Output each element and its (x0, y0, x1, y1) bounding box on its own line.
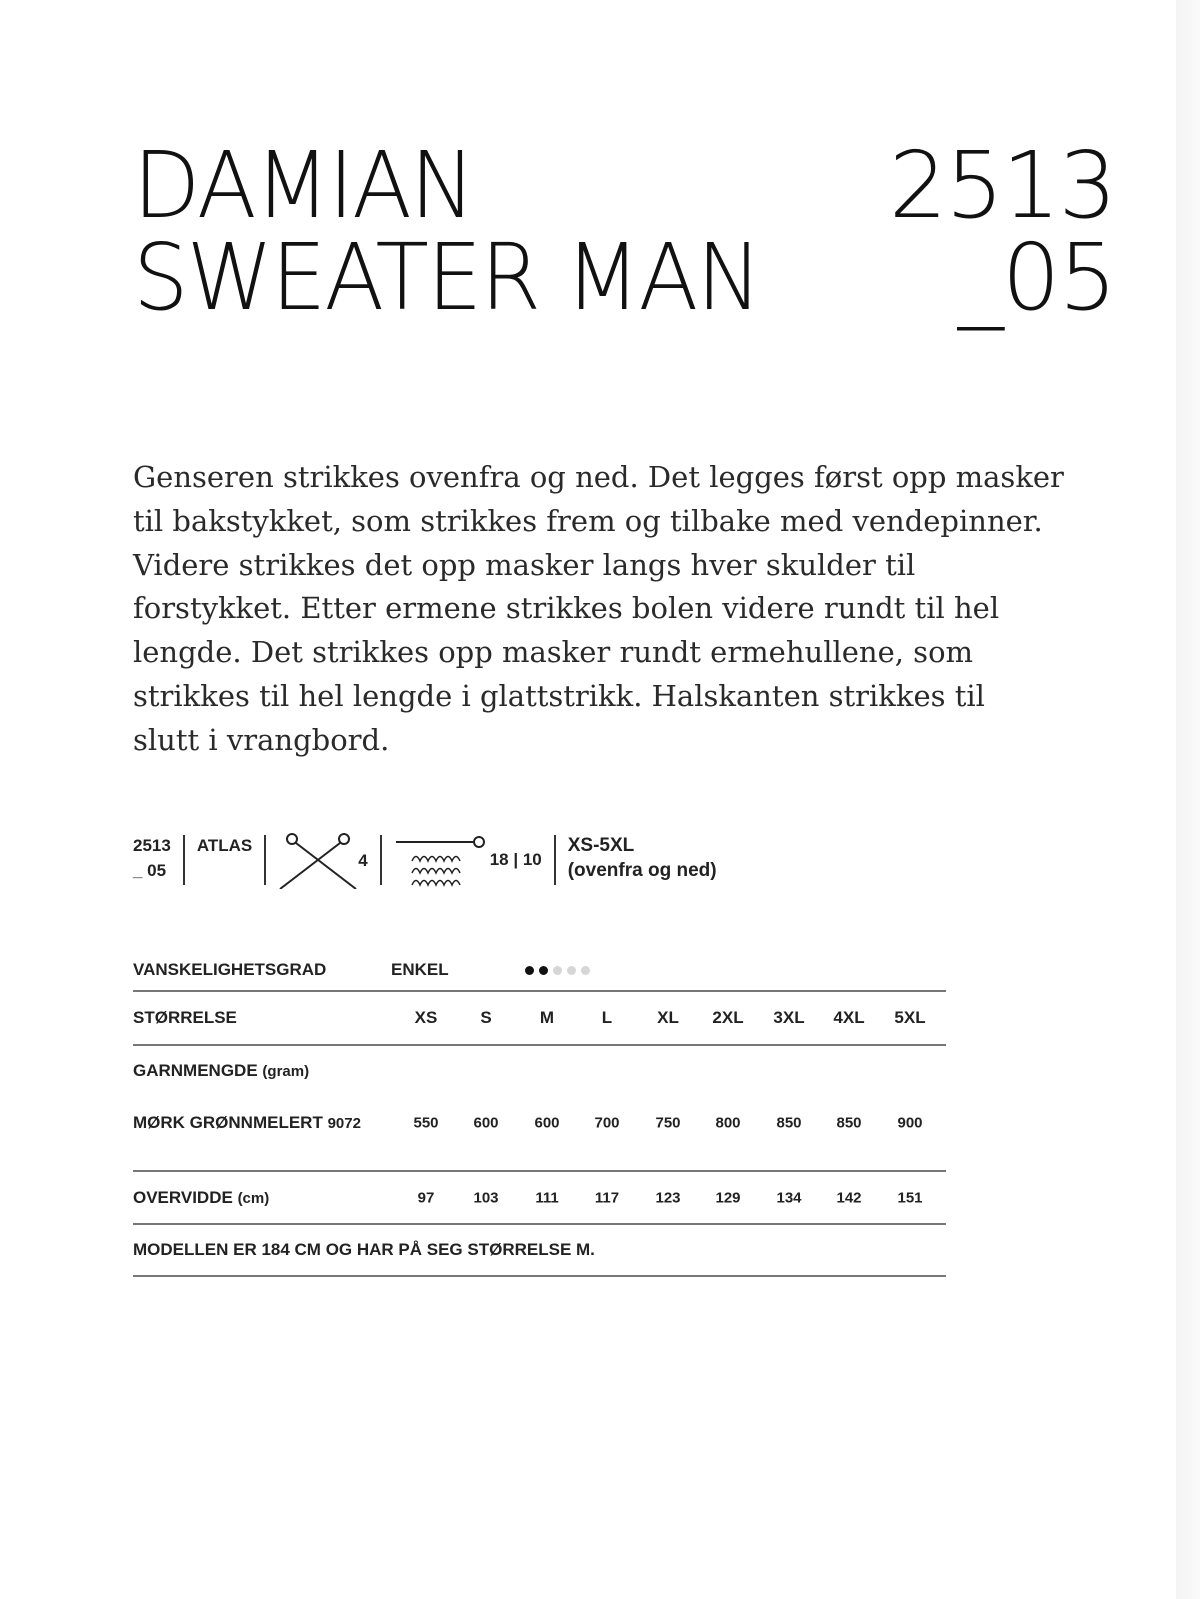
yarn-amounts-cell: 600 (473, 1114, 499, 1132)
divider (183, 835, 185, 885)
divider (380, 835, 382, 885)
description-line: Genseren strikkes ovenfra og ned. Det legges først opp masker (133, 460, 1064, 494)
description (133, 456, 1113, 763)
description-line: forstykket. Etter ermene strikkes bolen videre rundt til hel (133, 591, 1000, 626)
sizes-cell: L (601, 1008, 613, 1027)
size-range (568, 833, 717, 883)
size-row (133, 992, 946, 1044)
needle-size: 4 (358, 851, 368, 870)
chest-row (133, 1172, 946, 1223)
yarn-amounts-cell: 600 (534, 1114, 560, 1132)
gauge-icon (394, 833, 486, 889)
chest-cell: 123 (655, 1189, 681, 1206)
yarn-amounts-cell: 700 (594, 1114, 620, 1132)
info-row (133, 833, 717, 893)
pattern-code (888, 132, 1115, 331)
yarn-amount-unit: (gram) (262, 1063, 310, 1080)
code-line-2: _05 (957, 224, 1115, 331)
difficulty-dot-empty (567, 966, 576, 975)
construction-text: (ovenfra og ned) (567, 860, 717, 881)
page-edge (1176, 0, 1200, 1599)
chest-unit: (cm) (237, 1189, 270, 1207)
difficulty-dot-empty (581, 966, 590, 975)
model-note: MODELLEN ER 184 CM OG HAR PÅ SEG STØRRELSE M. (133, 1240, 595, 1259)
description-line: til bakstykket, som strikkes frem og tilbake med vendepinner. (133, 503, 1043, 538)
size-table (133, 950, 946, 1277)
difficulty-row (133, 950, 946, 990)
info-code (133, 833, 171, 883)
sizes-cell: XL (657, 1008, 679, 1027)
chest-cell: 134 (776, 1189, 802, 1206)
sizes-cell: 5XL (894, 1008, 926, 1027)
difficulty-dot-filled (525, 966, 534, 975)
code-line-1: 2513 (888, 132, 1115, 239)
description-line: lengde. Det strikkes opp masker rundt ermehullene, som (133, 635, 974, 670)
size-label: STØRRELSE (133, 1008, 237, 1027)
model-note-row (133, 1225, 946, 1275)
sizes-cell: 3XL (773, 1008, 805, 1027)
chest-cell: 111 (535, 1189, 559, 1206)
color-code: 9072 (327, 1115, 361, 1132)
sizes-cell: S (480, 1008, 492, 1027)
description-line: strikkes til hel lengde i glattstrikk. Halskanten strikkes til (133, 678, 985, 713)
difficulty-dot-empty (553, 966, 562, 975)
chest-cell: 151 (897, 1189, 923, 1206)
knitting-needles-icon (278, 833, 358, 889)
info-code-2: _ 05 (133, 861, 167, 880)
chest-cell: 103 (473, 1189, 499, 1206)
description-line: slutt i vrangbord. (133, 722, 390, 757)
divider (264, 835, 266, 885)
chest-cell: 97 (417, 1189, 435, 1206)
divider (554, 835, 556, 885)
yarn-name: ATLAS (196, 836, 253, 855)
yarn-amount-row (133, 1096, 946, 1150)
yarn-amount-header (133, 1046, 946, 1096)
yarn-amounts-cell: 800 (715, 1114, 741, 1132)
yarn-amounts-cell: 850 (836, 1114, 862, 1132)
difficulty-value: ENKEL (391, 960, 449, 979)
difficulty-dots (525, 960, 595, 980)
difficulty-label: VANSKELIGHETSGRAD (133, 960, 327, 979)
yarn-amounts-cell: 900 (897, 1114, 923, 1132)
chest-cell: 129 (715, 1189, 741, 1206)
sizes-cell: 2XL (712, 1008, 744, 1027)
divider (133, 1275, 946, 1277)
chest-cell: 142 (836, 1189, 862, 1206)
title-line-1: DAMIAN (133, 132, 474, 239)
info-code-1: 2513 (133, 836, 171, 855)
sizes-cell: XS (414, 1008, 438, 1027)
sizes-cell: M (539, 1008, 555, 1027)
gauge: 18 | 10 (489, 850, 542, 869)
yarn-amounts-cell: 550 (413, 1114, 439, 1132)
difficulty-dot-filled (539, 966, 548, 975)
yarn-amounts-cell: 850 (776, 1114, 802, 1132)
chest-label: OVERVIDDE (133, 1187, 233, 1207)
title-line-2: SWEATER MAN (133, 224, 760, 331)
color-label: MØRK GRØNNMELERT (133, 1113, 323, 1132)
yarn-amounts-cell: 750 (655, 1114, 681, 1132)
sizes-cell: 4XL (833, 1008, 865, 1027)
pattern-title (133, 132, 760, 331)
chest-cell: 117 (594, 1189, 620, 1206)
sizes-text: XS-5XL (567, 835, 635, 856)
yarn-amount-label: GARNMENGDE (133, 1061, 258, 1080)
description-line: Videre strikkes det opp masker langs hver skulder til (133, 547, 916, 582)
